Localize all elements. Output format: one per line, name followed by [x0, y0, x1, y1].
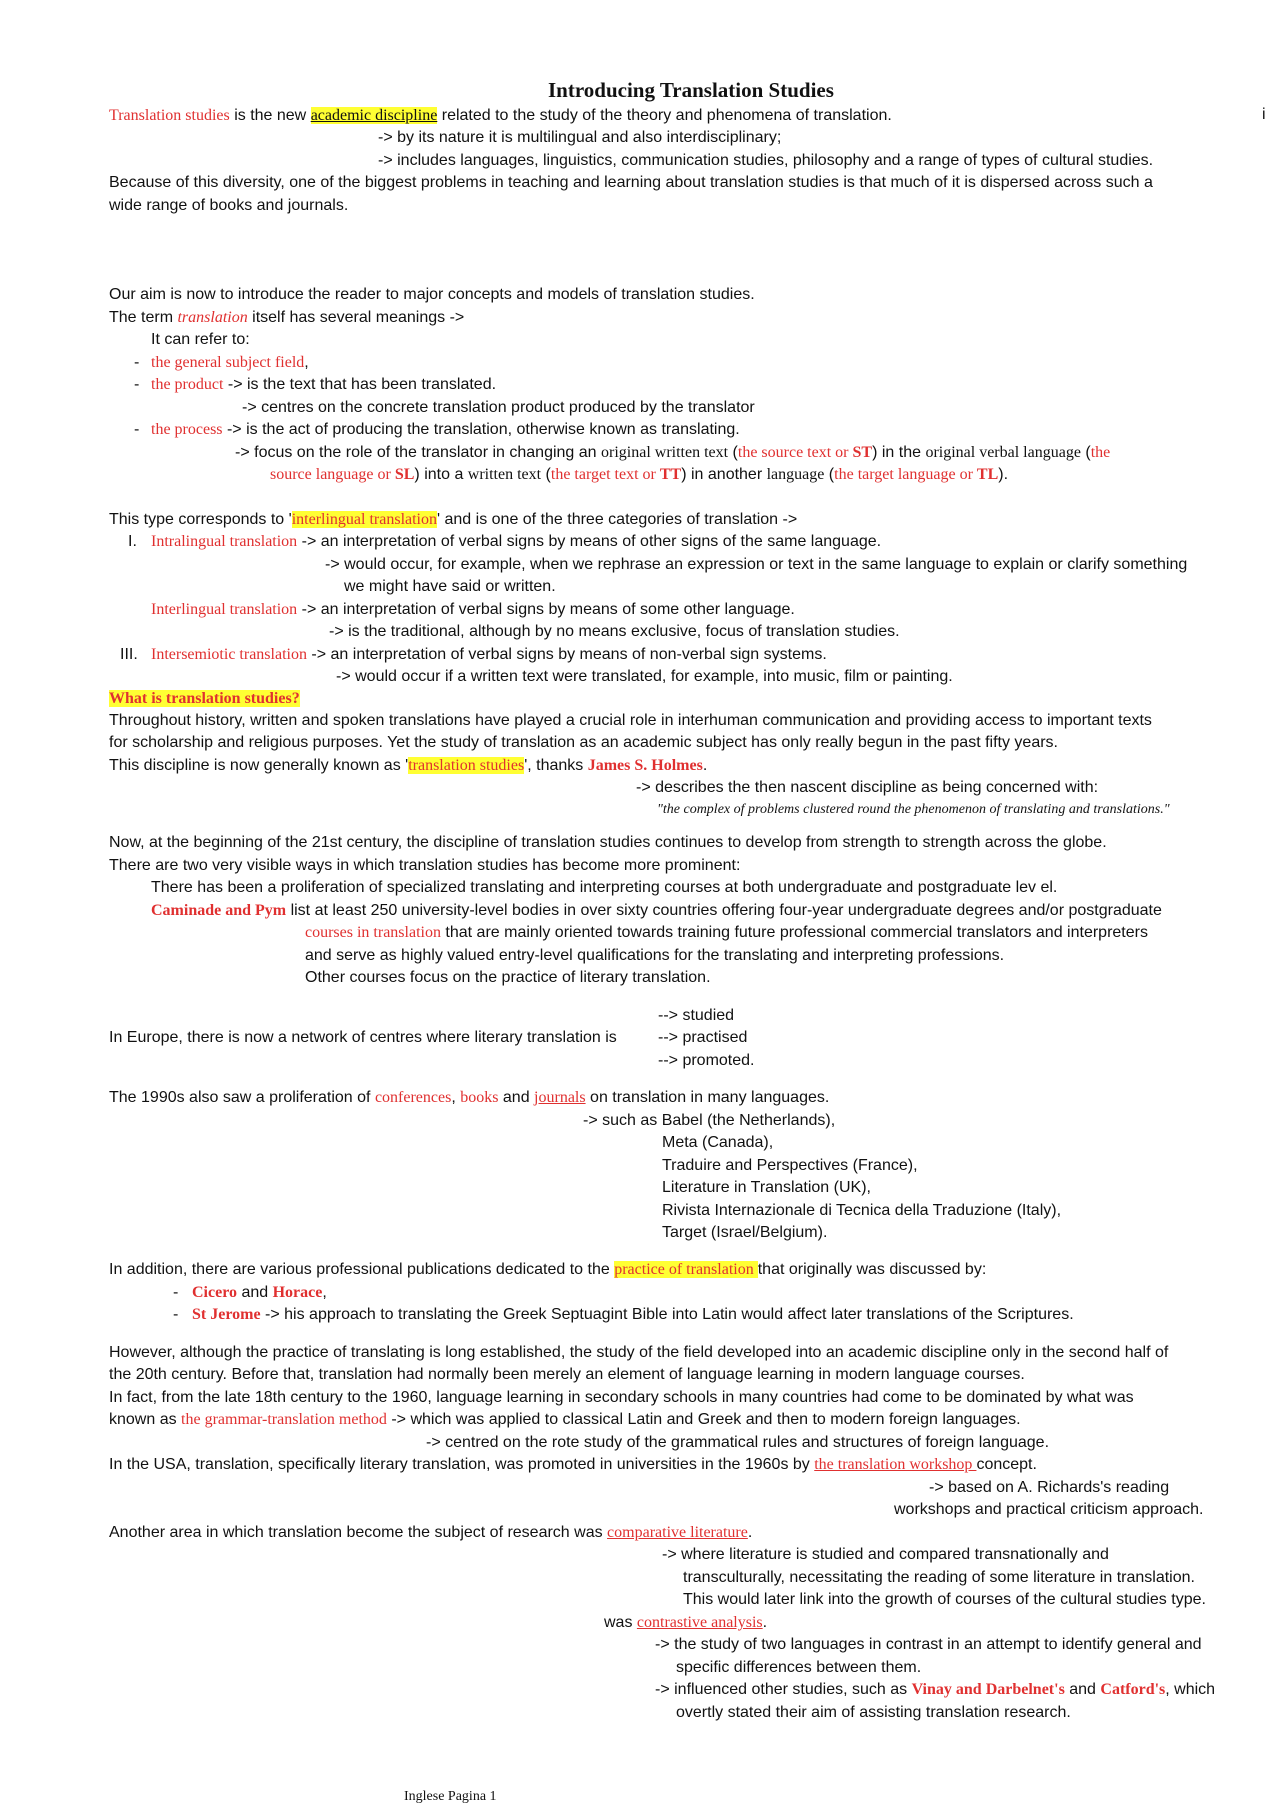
another-line-7: specific differences between them.: [676, 1659, 922, 1676]
margin-mark: i: [1262, 106, 1266, 123]
intro-line-4: Because of this diversity, one of the biggest problems in teaching and learning about translation studies is that much of it is dispersed across such a: [109, 174, 1153, 191]
however-line-3: In fact, from the late 18th century to the 1960, language learning in secondary schools in many countries had come to be dominated by what was: [109, 1389, 1134, 1406]
journal-item: Target (Israel/Belgium).: [662, 1224, 828, 1241]
however-line-7: -> based on A. Richards's reading: [929, 1479, 1170, 1496]
holmes-quote: "the complex of problems clustered round the phenomenon of translating and translations.": [657, 802, 1170, 817]
however-line-8: workshops and practical criticism approach.: [894, 1501, 1204, 1518]
another-line-2: -> where literature is studied and compared transnationally and: [662, 1546, 1109, 1563]
however-line-5: -> centred on the rote study of the grammatical rules and structures of foreign language.: [426, 1434, 1050, 1451]
aim-line-7: the process -> is the act of producing the translation, otherwise known as translating.: [151, 421, 740, 438]
list-number: I.: [128, 533, 137, 550]
another-line-5: was contrastive analysis.: [604, 1614, 768, 1631]
another-line-9: overtly stated their aim of assisting translation research.: [676, 1704, 1071, 1721]
intro-line-3: -> includes languages, linguistics, communication studies, philosophy and a range of types of cultural studies.: [378, 152, 1154, 169]
bullet-dash: -: [173, 1306, 179, 1323]
types-line-2: Intralingual translation -> an interpretation of verbal signs by means of other signs of the same language.: [151, 533, 882, 550]
intro-line-5: wide range of books and journals.: [109, 197, 349, 214]
another-line-4: This would later link into the growth of courses of the cultural studies type.: [683, 1591, 1206, 1608]
bullet-dash: -: [134, 421, 140, 438]
aim-line-1: Our aim is now to introduce the reader to major concepts and models of translation studies.: [109, 286, 755, 303]
page-title: Introducing Translation Studies: [548, 78, 834, 102]
another-line-3: transculturally, necessitating the reading of some literature in translation.: [683, 1569, 1195, 1586]
another-line-8: -> influenced other studies, such as Vinay and Darbelnet's and Catford's, which: [655, 1681, 1216, 1698]
journal-item: Literature in Translation (UK),: [662, 1179, 871, 1196]
now-line-5: courses in translation that are mainly oriented towards training future professional commercial translators and interpreters: [305, 924, 1148, 941]
section-heading: What is translation studies?: [109, 690, 300, 707]
however-line-2: the 20th century. Before that, translation had normally been merely an element of language learning in modern language courses.: [109, 1366, 1025, 1383]
types-line-6: -> is the traditional, although by no means exclusive, focus of translation studies.: [329, 623, 900, 640]
now-line-4: Caminade and Pym list at least 250 university-level bodies in over sixty countries offering four-year undergraduate degrees and/or postgraduate: [151, 902, 1162, 919]
types-line-5: Interlingual translation -> an interpretation of verbal signs by means of some other language.: [151, 601, 795, 618]
what-line-3: This discipline is now generally known as 'translation studies', thanks James S. Holmes.: [109, 757, 708, 774]
addition-line-2: Cicero and Horace,: [192, 1284, 327, 1301]
types-line-1: This type corresponds to 'interlingual translation' and is one of the three categories of translation ->: [109, 511, 798, 528]
bullet-dash: -: [134, 354, 140, 371]
europe-arrow-3: --> promoted.: [658, 1052, 755, 1069]
now-line-6: and serve as highly valued entry-level qualifications for the translating and interpreting professions.: [305, 947, 1005, 964]
what-line-1: Throughout history, written and spoken translations have played a crucial role in interhuman communication and providing access to important texts: [109, 712, 1152, 729]
intro-line-2: -> by its nature it is multilingual and also interdisciplinary;: [378, 129, 782, 146]
journal-item: Traduire and Perspectives (France),: [662, 1157, 918, 1174]
types-line-3: -> would occur, for example, when we rephrase an expression or text in the same language to explain or clarify something: [325, 556, 1188, 573]
bullet-dash: -: [134, 376, 140, 393]
what-line-2: for scholarship and religious purposes. Yet the study of translation as an academic subject has only really begun in the past fifty years.: [109, 734, 1058, 751]
addition-line-3: St Jerome -> his approach to translating the Greek Septuagint Bible into Latin would affect later translations of the Scriptures.: [192, 1306, 1074, 1323]
now-line-3: There has been a proliferation of specialized translating and interpreting courses at both undergraduate and postgraduate lev el.: [151, 879, 1058, 896]
another-line-1: Another area in which translation become the subject of research was comparative literature.: [109, 1524, 753, 1541]
however-line-1: However, although the practice of translating is long established, the study of the field developed into an academic discipline only in the second half of: [109, 1344, 1169, 1361]
journal-item: Rivista Internazionale di Tecnica della Traduzione (Italy),: [662, 1202, 1062, 1219]
now-line-1: Now, at the beginning of the 21st century, the discipline of translation studies continues to develop from strength to strength across the globe.: [109, 834, 1107, 851]
however-line-4: known as the grammar-translation method -> which was applied to classical Latin and Greek and then to modern foreign languages.: [109, 1411, 1021, 1428]
page-footer: Inglese Pagina 1: [404, 1789, 497, 1804]
journal-item: Meta (Canada),: [662, 1134, 774, 1151]
types-line-8: -> would occur if a written text were translated, for example, into music, film or painting.: [336, 668, 953, 685]
aim-line-4: the general subject field,: [151, 354, 309, 371]
bullet-dash: -: [173, 1284, 179, 1301]
europe-arrow-2: --> practised: [658, 1029, 748, 1046]
intro-line-1: Translation studies is the new academic discipline related to the study of the theory and phenomena of translation.: [109, 107, 892, 124]
europe-line: In Europe, there is now a network of centres where literary translation is: [109, 1029, 617, 1046]
aim-line-2: The term translation itself has several meanings ->: [109, 309, 465, 326]
types-line-7: Intersemiotic translation -> an interpretation of verbal signs by means of non-verbal sign systems.: [151, 646, 827, 663]
however-line-6: In the USA, translation, specifically literary translation, was promoted in universities in the 1960s by the translation workshop concept.: [109, 1456, 1037, 1473]
europe-arrow-1: --> studied: [658, 1007, 735, 1024]
journal-item: -> such as Babel (the Netherlands),: [583, 1112, 836, 1129]
aim-line-9: source language or SL) into a written text (the target text or TT) in another language (the target language or TL).: [270, 466, 1009, 483]
another-line-6: -> the study of two languages in contrast in an attempt to identify general and: [655, 1636, 1202, 1653]
aim-line-3: It can refer to:: [151, 331, 250, 348]
what-line-4: -> describes the then nascent discipline as being concerned with:: [636, 779, 1099, 796]
list-number: III.: [120, 646, 138, 663]
now-line-2: There are two very visible ways in which translation studies has become more prominent:: [109, 857, 741, 874]
now-line-7: Other courses focus on the practice of literary translation.: [305, 969, 711, 986]
aim-line-8: -> focus on the role of the translator in changing an original written text (the source text or ST) in the original verbal language (the: [235, 444, 1111, 461]
aim-line-5: the product -> is the text that has been translated.: [151, 376, 497, 393]
addition-line-1: In addition, there are various professional publications dedicated to the practice of translation that originally was discussed by:: [109, 1261, 987, 1278]
nineties-line-1: The 1990s also saw a proliferation of conferences, books and journals on translation in many languages.: [109, 1089, 830, 1106]
types-line-4: we might have said or written.: [344, 578, 556, 595]
aim-line-6: -> centres on the concrete translation product produced by the translator: [242, 399, 755, 416]
